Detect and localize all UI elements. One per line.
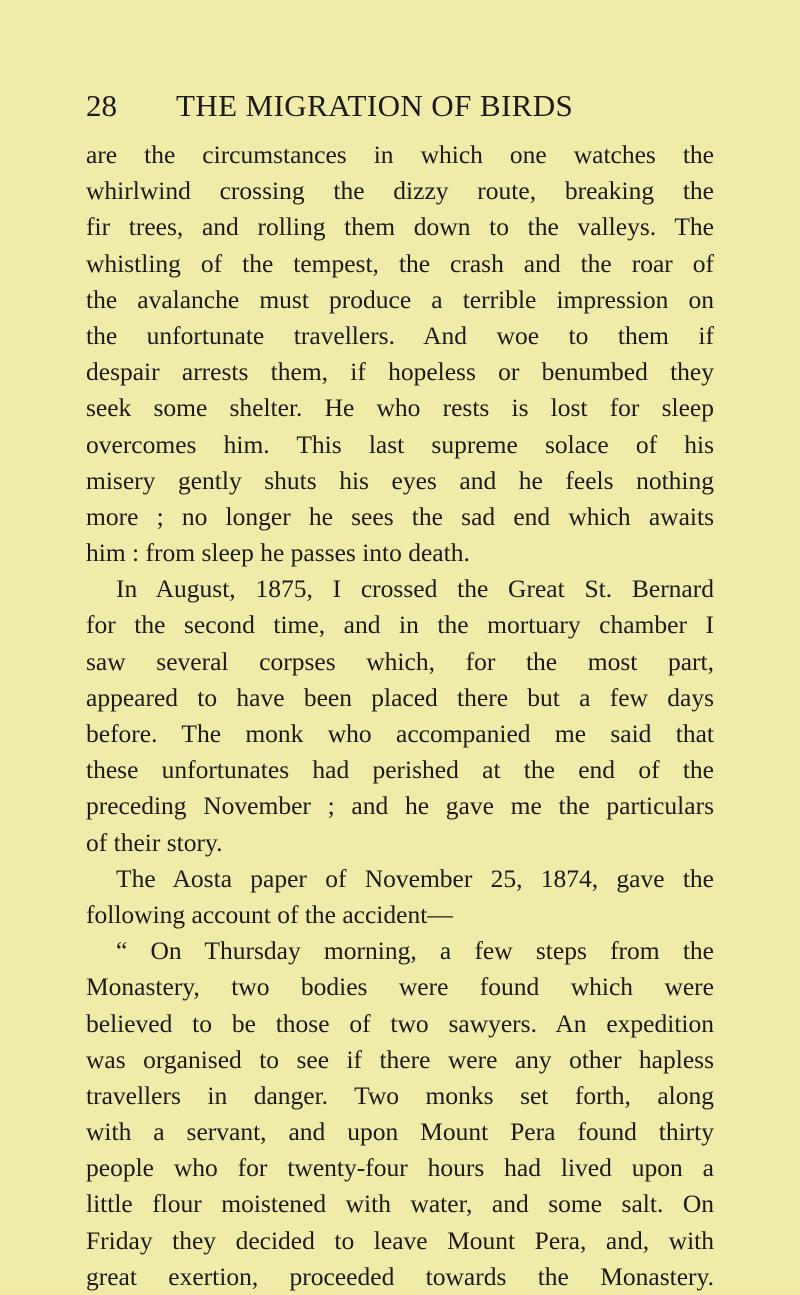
- text-line: despair arrests them, if hopeless or benumbed they: [86, 357, 714, 387]
- text-line: seek some shelter. He who rests is lost for sleep: [86, 393, 714, 423]
- text-line: misery gently shuts his eyes and he feels nothing: [86, 465, 714, 495]
- text-line: saw several corpses which, for the most part,: [86, 646, 714, 676]
- text-line: was organised to see if there were any other hapless: [86, 1044, 714, 1074]
- text-line: are the circumstances in which one watches the: [86, 140, 714, 169]
- text-line: fir trees, and rolling them down to the valleys. The: [86, 212, 714, 242]
- text-line: “ On Thursday morning, a few steps from the: [116, 936, 714, 966]
- text-line: the unfortunate travellers. And woe to them if: [86, 320, 714, 350]
- text-line: following account of the accident—: [86, 899, 453, 929]
- text-line: preceding November ; and he gave me the particulars: [86, 791, 714, 821]
- text-line: whirlwind crossing the dizzy route, breaking the: [86, 176, 714, 206]
- text-line: for the second time, and in the mortuary chamber I: [86, 610, 714, 640]
- text-line: people who for twenty-four hours had lived upon a: [86, 1153, 714, 1183]
- running-title: THE MIGRATION OF BIRDS: [176, 88, 574, 123]
- text-line: him : from sleep he passes into death.: [86, 538, 470, 568]
- text-line: little flour moistened with water, and some salt. On: [86, 1189, 714, 1219]
- text-line: In August, 1875, I crossed the Great St. Bernard: [116, 574, 714, 604]
- text-line: more ; no longer he sees the sad end which awaits: [86, 501, 714, 531]
- text-line: believed to be those of two sawyers. An expedition: [86, 1008, 714, 1038]
- page-header: [86, 83, 726, 129]
- text-line: travellers in danger. Two monks set forth, along: [86, 1080, 714, 1110]
- text-line: of their story.: [86, 827, 223, 857]
- text-line: overcomes him. This last supreme solace of his: [86, 429, 714, 459]
- text-line: whistling of the tempest, the crash and the roar of: [86, 248, 714, 278]
- text-line: Friday they decided to leave Mount Pera, and, with: [86, 1225, 714, 1255]
- text-line: before. The monk who accompanied me said that: [86, 719, 714, 748]
- text-line: with a servant, and upon Mount Pera found thirty: [86, 1117, 714, 1147]
- page-number: 28: [86, 88, 117, 123]
- text-line: Monastery, two bodies were found which were: [86, 972, 714, 1002]
- text-line: great exertion, proceeded towards the Monastery.: [86, 1261, 714, 1291]
- text-line: The Aosta paper of November 25, 1874, gave the: [116, 863, 714, 893]
- body-text: [86, 137, 714, 1295]
- text-line: appeared to have been placed there but a few days: [86, 682, 714, 712]
- text-line: these unfortunates had perished at the end of the: [86, 755, 714, 785]
- text-line: the avalanche must produce a terrible impression on: [86, 284, 714, 314]
